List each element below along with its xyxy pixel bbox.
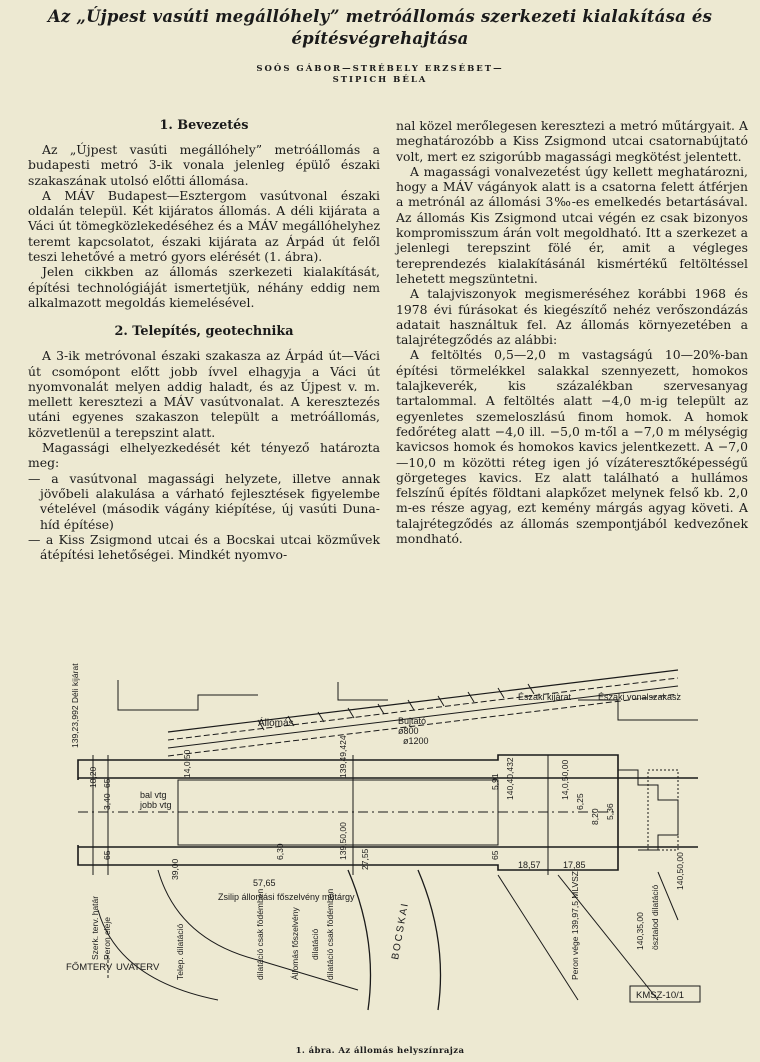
label-fomterv: FŐMTERV [66,962,113,973]
label-main-section: Zsilip állomási főszelvény műtárgy [218,892,355,902]
label-dim-14050: 14,0,50 [182,749,192,778]
dash-item: — a vasútvonal magassági helyzete, illetve annak jövőbeli alakulása a várható fejlesztések figyelembe vételével (második vágány kiépítése, új vasúti Duna-híd építése) [28,471,380,532]
label-dim-2755: 27,55 [360,848,370,870]
street-edge [348,870,371,1010]
label-joint-slab-2: dilatáció csak födémben [325,888,335,980]
label-station: Állomás [258,718,294,729]
label-platform-end: Peron vége 139,97,5 MLVSZ [570,871,580,980]
paragraph: nal közel merőlegesen keresztezi a metró műtárgyait. A meghatározóbb a Kiss Zsigmond utcai csatornabújtató volt, mert ez szigorúbb magassági megkötést jelentett. [396,118,748,164]
label-culvert-d2: ø1200 [403,736,429,746]
paragraph: A 3-ik metróvonal északi szakasza az Árpád út—Váci út csomópont előtt jobb ívvel elhagyja a Váci út nyomvonalát melyen addig haladt, és az Újpest v. m. mellett keresztezi a MÁV vasútvonalat. A keresztezés utáni egyenes szakaszon települt a metróállomás, közvetlenül a terepszint alatt. [28,348,380,440]
label-drawing-number: KMSZ-10/1 [636,990,685,1001]
right-column [396,104,748,546]
grid-area [648,770,678,850]
paragraph: A magassági vonalvezetést úgy kellett meghatározni, hogy a MÁV vágányok alatt is a csatorna felett átférjen a metrónál az állomási 3‰-es emelkedés betartásával. Az állomás Kis Zsigmond utcai végén ez csak bizonyos kompromisszum árán volt megoldható. Itt a szerkezet a jelenlegi terepszint fölé ér, amit a végleges tereprendezés kialakításánál kismértékű feltöltéssel lehetett megszüntetni. [396,163,748,286]
label-dim-536: 5,36 [605,803,615,820]
street-edge [98,910,218,1000]
label-dim-820: 8,20 [590,808,600,825]
title-line-1: Az „Újpest vasúti megállóhely” metróállomás szerkezeti kialakítása és [47,7,713,26]
label-dim-14035: 140,35,00 [635,912,645,950]
authors-line-2: STIPICH BÉLA [332,75,428,85]
label-dim-591: 5,91 [490,773,500,790]
title-line-2: építésvégrehajtása [291,29,469,48]
label-dim-5765: 57,65 [253,878,276,888]
paragraph: A MÁV Budapest—Esztergom vasútvonal északi oldalán települ. Két kijáratos állomás. A déli kijárata a Váci út tömegközlekedéséhez és a MÁV megállóhelyhez teremt kapcsolatot, északi kijárata az Árpád út felől teszi lehetővé a metró gyors elérését (1. ábra). [28,187,380,265]
label-dim-625: 6,25 [575,793,585,810]
left-column [28,104,380,562]
label-design-boundary: Szerk. terv. határ [90,895,100,960]
section-heading-geotechnics: 2. Telepítés, geotechnika [114,324,294,340]
label-dim-340: 3,40 [102,793,112,810]
street-edge [498,875,578,1000]
label-dim-3900: 39,00 [170,858,180,880]
label-expansion-joint: ösztalod dilatáció [650,884,660,950]
label-joint-2: dilatáció [310,928,320,960]
label-platform-start: Peron eleje [102,916,112,960]
building-outline [578,700,698,720]
label-dim-13949: 139,49,424 [338,735,348,778]
label-south-exit: 139,23,992 Déli kijárat [70,663,80,748]
site-plan-drawing [58,660,718,1030]
label-dim-1450: 14,0,50,00 [560,759,570,800]
label-dim-14050b: 140,50,00 [675,852,685,890]
railway-line [168,678,678,740]
label-north-exit: Északi kijárat [518,692,572,702]
label-north-section: Északi vonalszakasz [598,692,682,702]
paragraph: Jelen cikkben az állomás szerkezeti kialakítását, építési technológiáját ismertetjük, néhány eddig nem alkalmazott megoldás kiemelésével. [28,264,380,310]
site-plan-figure [58,660,718,1030]
dash-item: — a Kiss Zsigmond utcai és a Bocskai utcai közművek átépítési lehetőségei. Mindkét nyomvo- [28,532,380,563]
label-left-track: bal vtg [140,790,167,800]
label-settle-joint: Telep. dilatáció [175,923,185,980]
label-dim-1857: 18,57 [518,860,541,870]
article-title [18,6,742,50]
label-dim-14040: 140,40,432 [505,757,515,800]
figure-caption: 1. ábra. Az állomás helyszínrajza [295,1046,465,1056]
paragraph: A talajviszonyok megismeréséhez korábbi 1968 és 1978 évi fúrásokat és kiegészítő nehéz verőszondázás adatait használtuk fel. Az állomás környezetében a talajrétegződés az alábbi: [396,286,748,348]
label-dim-13950: 139,50,00 [338,822,348,860]
label-station-section: Állomás főszelvény [290,907,300,980]
paragraph: Az „Újpest vasúti megállóhely” metróállomás a budapesti metró 3-ik vonala jelenleg épülő északi szakaszának utolsó előtti állomása. [28,142,380,188]
label-dim-630: 6,30 [275,843,285,860]
label-uvaterv: UVATERV [116,962,160,973]
authors [160,64,600,86]
building-outline [338,682,388,700]
section-heading-introduction: 1. Bevezetés [159,118,249,133]
label-culvert: Bujtató [398,716,427,726]
label-dim-1820: 18,20 [88,766,98,788]
embankment-hatch [258,684,534,730]
label-right-track: jobb vtg [140,800,172,810]
label-joint-slab-1: dilatáció csak födémben [255,888,265,980]
label-culvert-d1: ø800 [398,726,419,736]
label-street-bocskai: BOCSKAI [390,901,412,961]
building-outline [118,680,258,710]
paragraph: Magassági elhelyezkedését két tényező határozta meg: [28,440,380,471]
street-edge [418,870,441,1010]
label-dim-65c: 65 [490,850,500,860]
authors-line-1: SOÓS GÁBOR—STRÉBELY ERZSÉBET— [256,64,504,74]
label-dim-1785: 17,85 [563,860,586,870]
label-dim-65b: 65 [102,850,112,860]
label-dim-65a: 65 [102,778,112,788]
paragraph: A feltöltés 0,5—2,0 m vastagságú 10—20%-ban építési törmelékkel salakkal szennyezett, homokos talajkeverék, kis százalékban szervesanyag tartalommal. A feltöltés alatt −4,0 m-ig települt az egyenletes szemeloszlású finom homok. A homok fedőréteg alatt −4,0 ill. −5,0 m-től a −7,0 m mélységig kavicsos homok és homokos kavics jelentkezett. A −7,0—10,0 m közötti réteg igen jó vízáteresztőképességű görgeteges kavics. Ez alatt található a hullámos felszínű építés földtani alapkőzet melynek felső kb. 2,0 m-es része agyag, ezt kemény márgás agyag követi. A talajrétegződés az állomás szempontjából kedvezőnek mondható. [396,347,748,547]
